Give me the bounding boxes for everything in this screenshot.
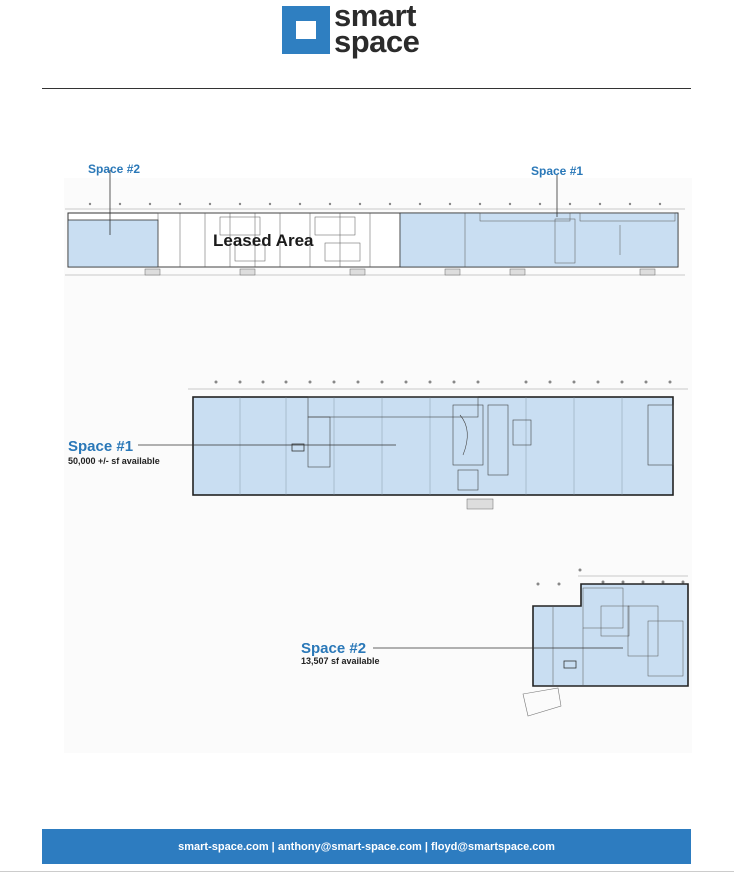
space2-available-sf: 13,507 sf available	[301, 656, 380, 666]
footer-separator: |	[268, 840, 278, 853]
overview-space1-label: Space #1	[531, 164, 584, 178]
space1-label: Space #1	[68, 438, 134, 455]
footer-email-floyd[interactable]: floyd@smartspace.com	[431, 840, 555, 853]
site-plan-overview	[60, 195, 690, 295]
footer-separator: |	[421, 840, 432, 853]
smart-space-logo	[282, 0, 457, 59]
leased-area-label: Leased Area	[213, 231, 314, 250]
logo-word-smart: smart	[334, 0, 416, 33]
space2-label: Space #2	[301, 640, 367, 657]
space2-floor-plan	[523, 566, 688, 721]
logo-word-space: space	[334, 24, 420, 59]
header-divider	[42, 88, 691, 89]
footer-contact-bar	[42, 829, 691, 864]
space1-floor-plan	[188, 375, 690, 515]
footer-website-link[interactable]: smart-space.com	[178, 840, 269, 853]
logo-square-icon	[282, 6, 330, 54]
footer-email-anthony[interactable]: anthony@smart-space.com	[277, 840, 422, 853]
space1-available-sf: 50,000 +/- sf available	[68, 456, 160, 466]
overview-space2-label: Space #2	[88, 162, 141, 176]
page-bottom-divider	[0, 871, 734, 872]
